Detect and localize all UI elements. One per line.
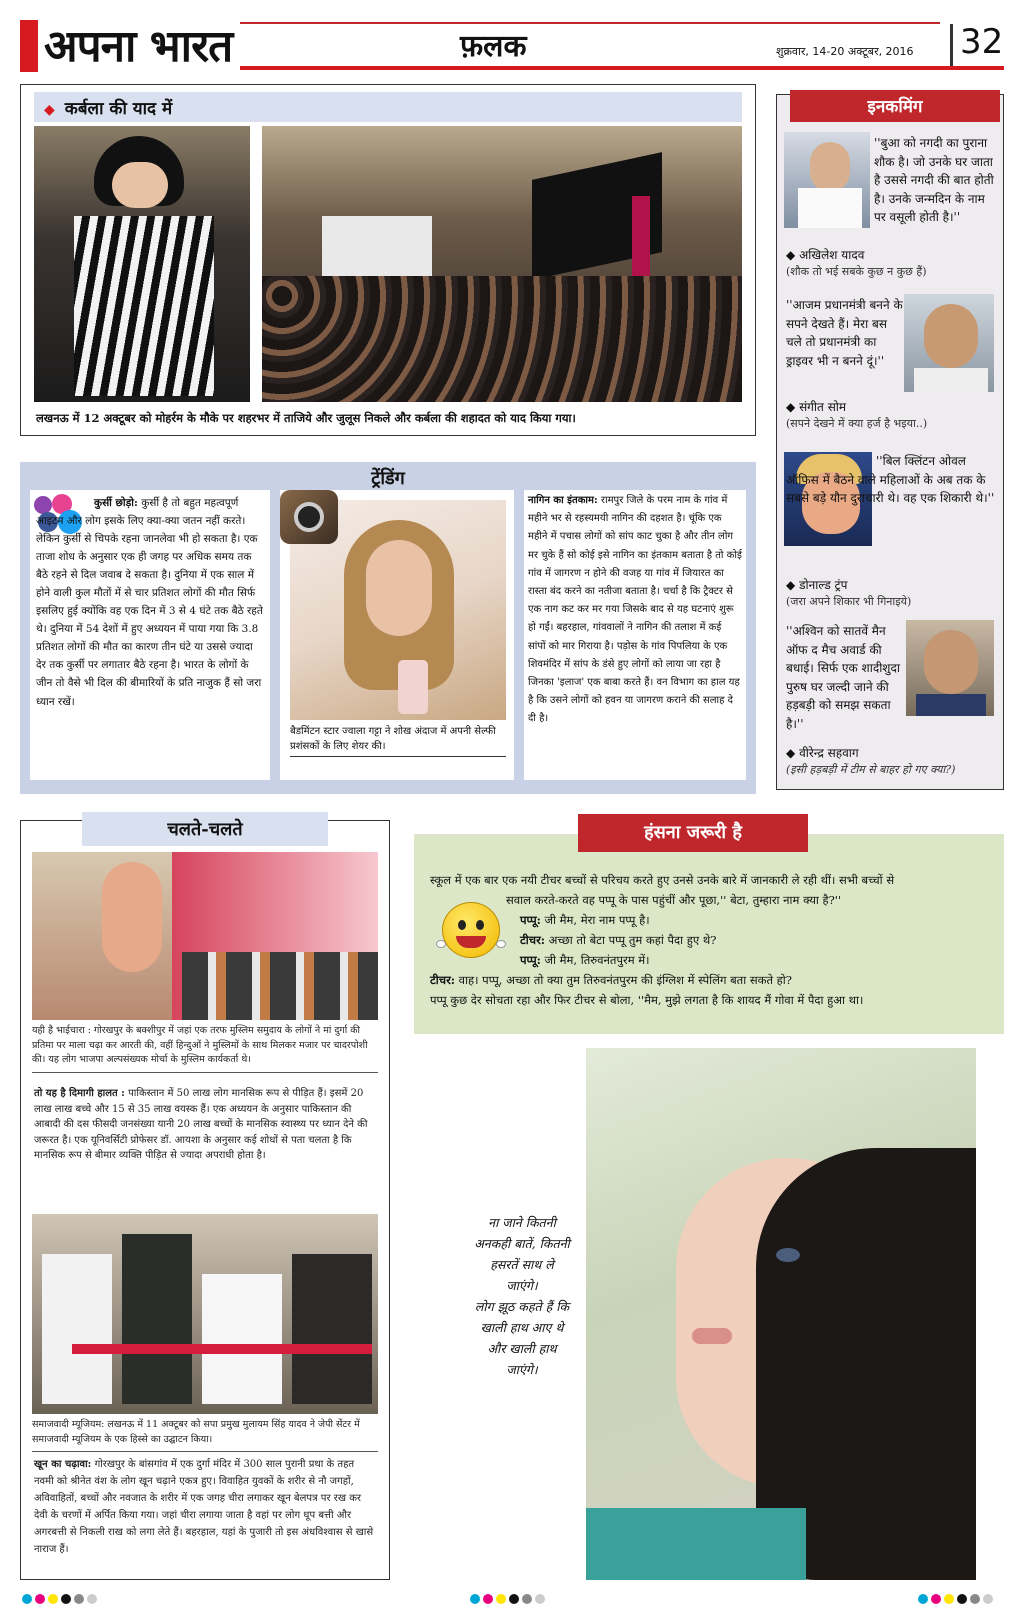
color-registration-marks-right bbox=[918, 1594, 993, 1604]
karbala-title-text: कर्बला की याद में bbox=[64, 99, 173, 119]
poem-line: और खाली हाथ bbox=[487, 1341, 557, 1356]
incoming-name-2: संगीत सोम bbox=[799, 400, 847, 414]
bullet-diamond-icon: ◆ bbox=[786, 248, 796, 262]
section-title: फ़लक bbox=[460, 29, 527, 64]
page-number-divider bbox=[950, 24, 953, 66]
incoming-note-1: (शौक तो भई सबके कुछ न कुछ हैं) bbox=[786, 265, 927, 278]
dimagi-headline: तो यह है दिमागी हालत : bbox=[34, 1088, 125, 1099]
incoming-quote-3: ''बिल क्लिंटन ओवल ऑफिस में बैठने वाले महिलाओं के अब तक के सबसे बड़े यौन दुराचारी थे। वह एक शिकारी थे।'' bbox=[786, 454, 995, 506]
poem-line: जाएंगे। bbox=[506, 1362, 538, 1377]
samajwadi-museum-inauguration-photo bbox=[32, 1214, 378, 1414]
incoming-attr-3 bbox=[786, 576, 996, 593]
incoming-note-4: (इसी हड़बड़ी में टीम से बाहर हो गए क्या?) bbox=[786, 763, 956, 776]
poem-line: जाएंगे। bbox=[506, 1278, 538, 1293]
dimagi-body: पाकिस्तान में 50 लाख लोग मानसिक रूप से पीड़ित हैं। इसमें 20 लाख लाख बच्चे और 15 से 35 लाख वयस्क हैं। एक अध्ययन के अनुसार पाकिस्तान की आबादी की दस फीसदी जनसंख्या यानी 20 लाख बच्चों के मानसिक स्वास्थ्य पर ध्यान देने की जरूरत है। एक यूनिवर्सिटी प्रोफेसर डॉ. आयशा के अनुसार कई शोधों से पता चलता है कि मानसिक रूप से बीमार व्यक्ति पीड़ित से ज्यादा अपराधी होता है। bbox=[34, 1088, 368, 1161]
joke-line-5-text: जी मैम, तिरुवनंतपुरम में। bbox=[540, 953, 650, 967]
chair-story-card bbox=[30, 490, 270, 780]
incoming-quote-1: ''बुआ को नगदी का पुराना शौक है। जो उनके घर जाता है उससे नगदी की बात होती है। उनके जन्मदिन के नाम पर वसूली होती है।'' bbox=[874, 136, 994, 225]
poem-line: ना जाने कितनी bbox=[488, 1215, 556, 1230]
karbala-heading bbox=[34, 92, 742, 122]
nagin-story-card bbox=[524, 490, 746, 780]
khoon-body: गोरखपुर के बांसगांव में एक दुर्गा मंदिर में 300 साल पुरानी प्रथा के तहत नवमी को श्रीनेत वंश के लोग खून चढ़ाने एकत्र हुए। विवाहित युवकों के शरीर से नौ जगहों, अविवाहितों, बच्चों और नवजात के शरीर में एक जगह चीरा लगाकर खून बेलपत्र पर रख कर देवी के चरणों में अर्पित किया गया। जहां चीरा लगाया जाता है वहां पर लोग धूप बत्ती और अगरबत्ती से निकली राख को लगा लेते हैं। बहरहाल, यहां के पुजारी तो इस अंधविश्वास से खासे नाराज हैं। bbox=[34, 1459, 374, 1555]
color-registration-marks-center bbox=[470, 1594, 545, 1604]
joke-line-6 bbox=[430, 970, 996, 990]
joke-speaker-teacher: टीचर: bbox=[520, 933, 546, 947]
khoon-story bbox=[34, 1456, 376, 1558]
incoming-note-3: (जरा अपने शिकार भी गिनाइये) bbox=[786, 595, 912, 608]
joke-line-5 bbox=[520, 950, 990, 970]
incoming-attr-1 bbox=[786, 246, 996, 263]
virender-sehwag-photo bbox=[906, 620, 994, 716]
bullet-diamond-icon: ◆ bbox=[786, 578, 796, 592]
hasna-title: हंसना जरूरी है bbox=[578, 814, 808, 852]
incoming-quote-2: ''आजम प्रधानमंत्री बनने के सपने देखते हैं। मेरा बस चले तो प्रधानमंत्री का ड्राइवर भी न बनने दूं।'' bbox=[786, 298, 903, 368]
incoming-title: इनकमिंग bbox=[790, 90, 1000, 122]
incoming-attr-2 bbox=[786, 398, 996, 415]
laughing-emoji-icon bbox=[436, 902, 508, 962]
joke-line-4-text: अच्छा तो बेटा पप्पू तुम कहां पैदा हुए थे? bbox=[545, 933, 717, 947]
chair-headline: कुर्सी छोड़ो: bbox=[94, 497, 138, 509]
poem-line: खाली हाथ आए थे bbox=[480, 1320, 564, 1335]
joke-line-1: स्कूल में एक बार एक नयी टीचर बच्चों से परिचय करते हुए उनसे उनके बारे में जानकारी ले रही थीं। सभी बच्चों से bbox=[430, 873, 895, 887]
muharram-procession-photo bbox=[262, 126, 742, 402]
chalte-chalte-title: चलते-चलते bbox=[82, 812, 328, 846]
instagram-icon bbox=[280, 490, 338, 544]
nagin-body: रामपुर जिले के परम नाम के गांव में महीने भर से रहस्यमयी नागिन की दहशत है। चूंकि एक महीने में पचास लोगों को सांप काट चुका है और तीन लोग मर चुके हैं सो कोई इसे नागिन का इंतकाम बताता है तो कोई गांव में जागरण न होने की वजह या गांव में जियारत का रास्ता बंद करने का नतीजा बताता है। चर्चा है कि ट्रैक्टर से एक नाग कट कर मर गया जिसके बाद से यह घटनाएं शुरू हो गईं। बहरहाल, गांववालों ने नागिन की तलाश में कई सांपों को मार गिराया है। पड़ोस के गांव पिपलिया के एक शिवमंदिर में सांप के डंसे हुए लोगों को लाया जा रहा है जिनका 'इलाज' एक बाबा करते हैं। वन विभाग का हाल यह है कि उसने लोगों को हवन या जागरण कराने की सलाह दे दी है। bbox=[528, 495, 742, 725]
karbala-caption: लखनऊ में 12 अक्टूबर को मोहर्रम के मौके पर शहरभर में ताजिये और जुलूस निकले और कर्बला की शहादत को याद किया गया। bbox=[36, 411, 576, 425]
durga-idol-photo bbox=[32, 852, 378, 1020]
nagin-headline: नागिन का इंतकाम: bbox=[528, 495, 598, 506]
poem-line: हसरतें साथ ले bbox=[490, 1257, 554, 1272]
woman-looking-up-portrait bbox=[586, 1048, 976, 1580]
girl-in-burqa-photo bbox=[34, 126, 250, 402]
header-top-rule bbox=[240, 22, 940, 24]
incoming-name-3: डोनाल्ड ट्रंप bbox=[799, 578, 848, 592]
chair-body: कुर्सी है तो बहुत महत्वपूर्ण आइटम और लोग इसके लिए क्या-क्या जतन नहीं करते। लेकिन कुर्सी से चिपके रहना जानलेवा भी हो सकता है। एक ताजा शोध के अनुसार एक ही जगह पर अधिक समय तक बैठे रहने से दिल जवाब दे सकता है। दुनिया में एक साल में होने वाली कुल मौतों में से चार प्रतिशत लोगों की मौत सिर्फ इसलिए हुई क्योंकि वह एक दिन में 3 से 4 घंटे तक बैठे रहते थे। दुनिया में 54 देशों में हुए अध्ययन में पाया गया कि 3.8 प्रतिशत लोगों की मौत का कारण तीन घंटे या उससे ज्यादा देर तक कुर्सी पर लगातार बैठे रहना है। भारत के लोगों के जीन तो वैसे भी दिल की बीमारियों के प्रति नाजुक हैं सो जरा ध्यान रखें। bbox=[36, 497, 263, 708]
issue-date: शुक्रवार, 14-20 अक्टूबर, 2016 bbox=[776, 45, 914, 58]
bullet-diamond-icon: ◆ bbox=[786, 400, 796, 414]
nagin-story-text bbox=[528, 492, 742, 728]
selfie-caption: बैडमिंटन स्टार ज्वाला गट्टा ने शोख अंदाज में अपनी सेल्फी प्रशंसकों के लिए शेयर की। bbox=[290, 724, 506, 757]
joke-line-6-text: वाह। पप्पू, अच्छा तो क्या तुम तिरुवनंतपुरम की इंग्लिश में स्पेलिंग बता सकते हो? bbox=[455, 973, 792, 987]
joke-speaker-pappu: पप्पू: bbox=[520, 913, 541, 927]
poem-block bbox=[450, 1212, 594, 1380]
joke-speaker-pappu-2: पप्पू: bbox=[520, 953, 541, 967]
bullet-diamond-icon: ◆ bbox=[786, 746, 796, 760]
joke-speaker-teacher-2: टीचर: bbox=[430, 973, 456, 987]
incoming-quote-4: ''अश्विन को सातवें मैन ऑफ द मैच अवार्ड की बधाई। सिर्फ एक शादीशुदा पुरुष घर जल्दी जाने की हड़बड़ी को समझ सकता है।'' bbox=[786, 624, 900, 731]
incoming-note-2: (सपने देखने में क्या हर्ज है भइया..) bbox=[786, 417, 928, 430]
joke-line-3-text: जी मैम, मेरा नाम पप्पू है। bbox=[540, 913, 650, 927]
header-red-rule bbox=[240, 66, 1004, 70]
joke-line-4 bbox=[520, 930, 990, 950]
joke-line-7: पप्पू कुछ देर सोचता रहा और फिर टीचर से बोला, ''मैम, मुझे लगता है कि शायद मैं गोवा में पैदा हुआ था। bbox=[430, 993, 864, 1007]
sangeet-som-photo bbox=[904, 294, 994, 392]
masthead-red-bar bbox=[20, 20, 38, 72]
dimagi-story bbox=[34, 1086, 376, 1164]
diamond-icon: ◆ bbox=[44, 102, 55, 118]
khoon-headline: खून का चढ़ावा: bbox=[34, 1459, 92, 1470]
poem-line: लोग झूठ कहते हैं कि bbox=[474, 1299, 570, 1314]
incoming-attr-4 bbox=[786, 744, 996, 761]
akhilesh-yadav-photo bbox=[784, 132, 870, 228]
poem-line: अनकही बातें, कितनी bbox=[474, 1236, 570, 1251]
bhaichara-caption: यही है भाईचारा : गोरखपुर के बक्शीपुर में जहां एक तरफ मुस्लिम समुदाय के लोगों ने मां दुर्गा की प्रतिमा पर माला चढ़ा कर आरती की, वहीं हिन्दुओं ने मुस्लिमों के साथ मिलकर मजार पर चादरपोशी की। यह लोग भाजपा अल्पसंख्यक मोर्चा के मुस्लिम कार्यकर्ता थे। bbox=[32, 1024, 378, 1073]
masthead-title: अपना भारत bbox=[44, 21, 233, 72]
selfie-story-card bbox=[280, 490, 514, 780]
incoming-name-4: वीरेन्द्र सहवाग bbox=[799, 746, 859, 760]
trending-title: ट्रेंडिंग bbox=[371, 468, 405, 489]
chair-story-text bbox=[36, 494, 264, 711]
museum-caption: समाजवादी म्यूजियम: लखनऊ में 11 अक्टूबर को सपा प्रमुख मुलायम सिंह यादव ने जेपी सेंटर में समाजवादी म्यूजियम के एक हिस्से का उद्घाटन किया। bbox=[32, 1418, 378, 1452]
incoming-name-1: अखिलेश यादव bbox=[799, 248, 865, 262]
joke-line-3 bbox=[520, 910, 990, 930]
page-number: 32 bbox=[960, 22, 1004, 62]
color-registration-marks-left bbox=[22, 1594, 97, 1604]
joke-line-2: सवाल करते-करते वह पप्पू के पास पहुंचीं और पूछा,'' बेटा, तुम्हारा नाम क्या है?'' bbox=[506, 893, 842, 907]
